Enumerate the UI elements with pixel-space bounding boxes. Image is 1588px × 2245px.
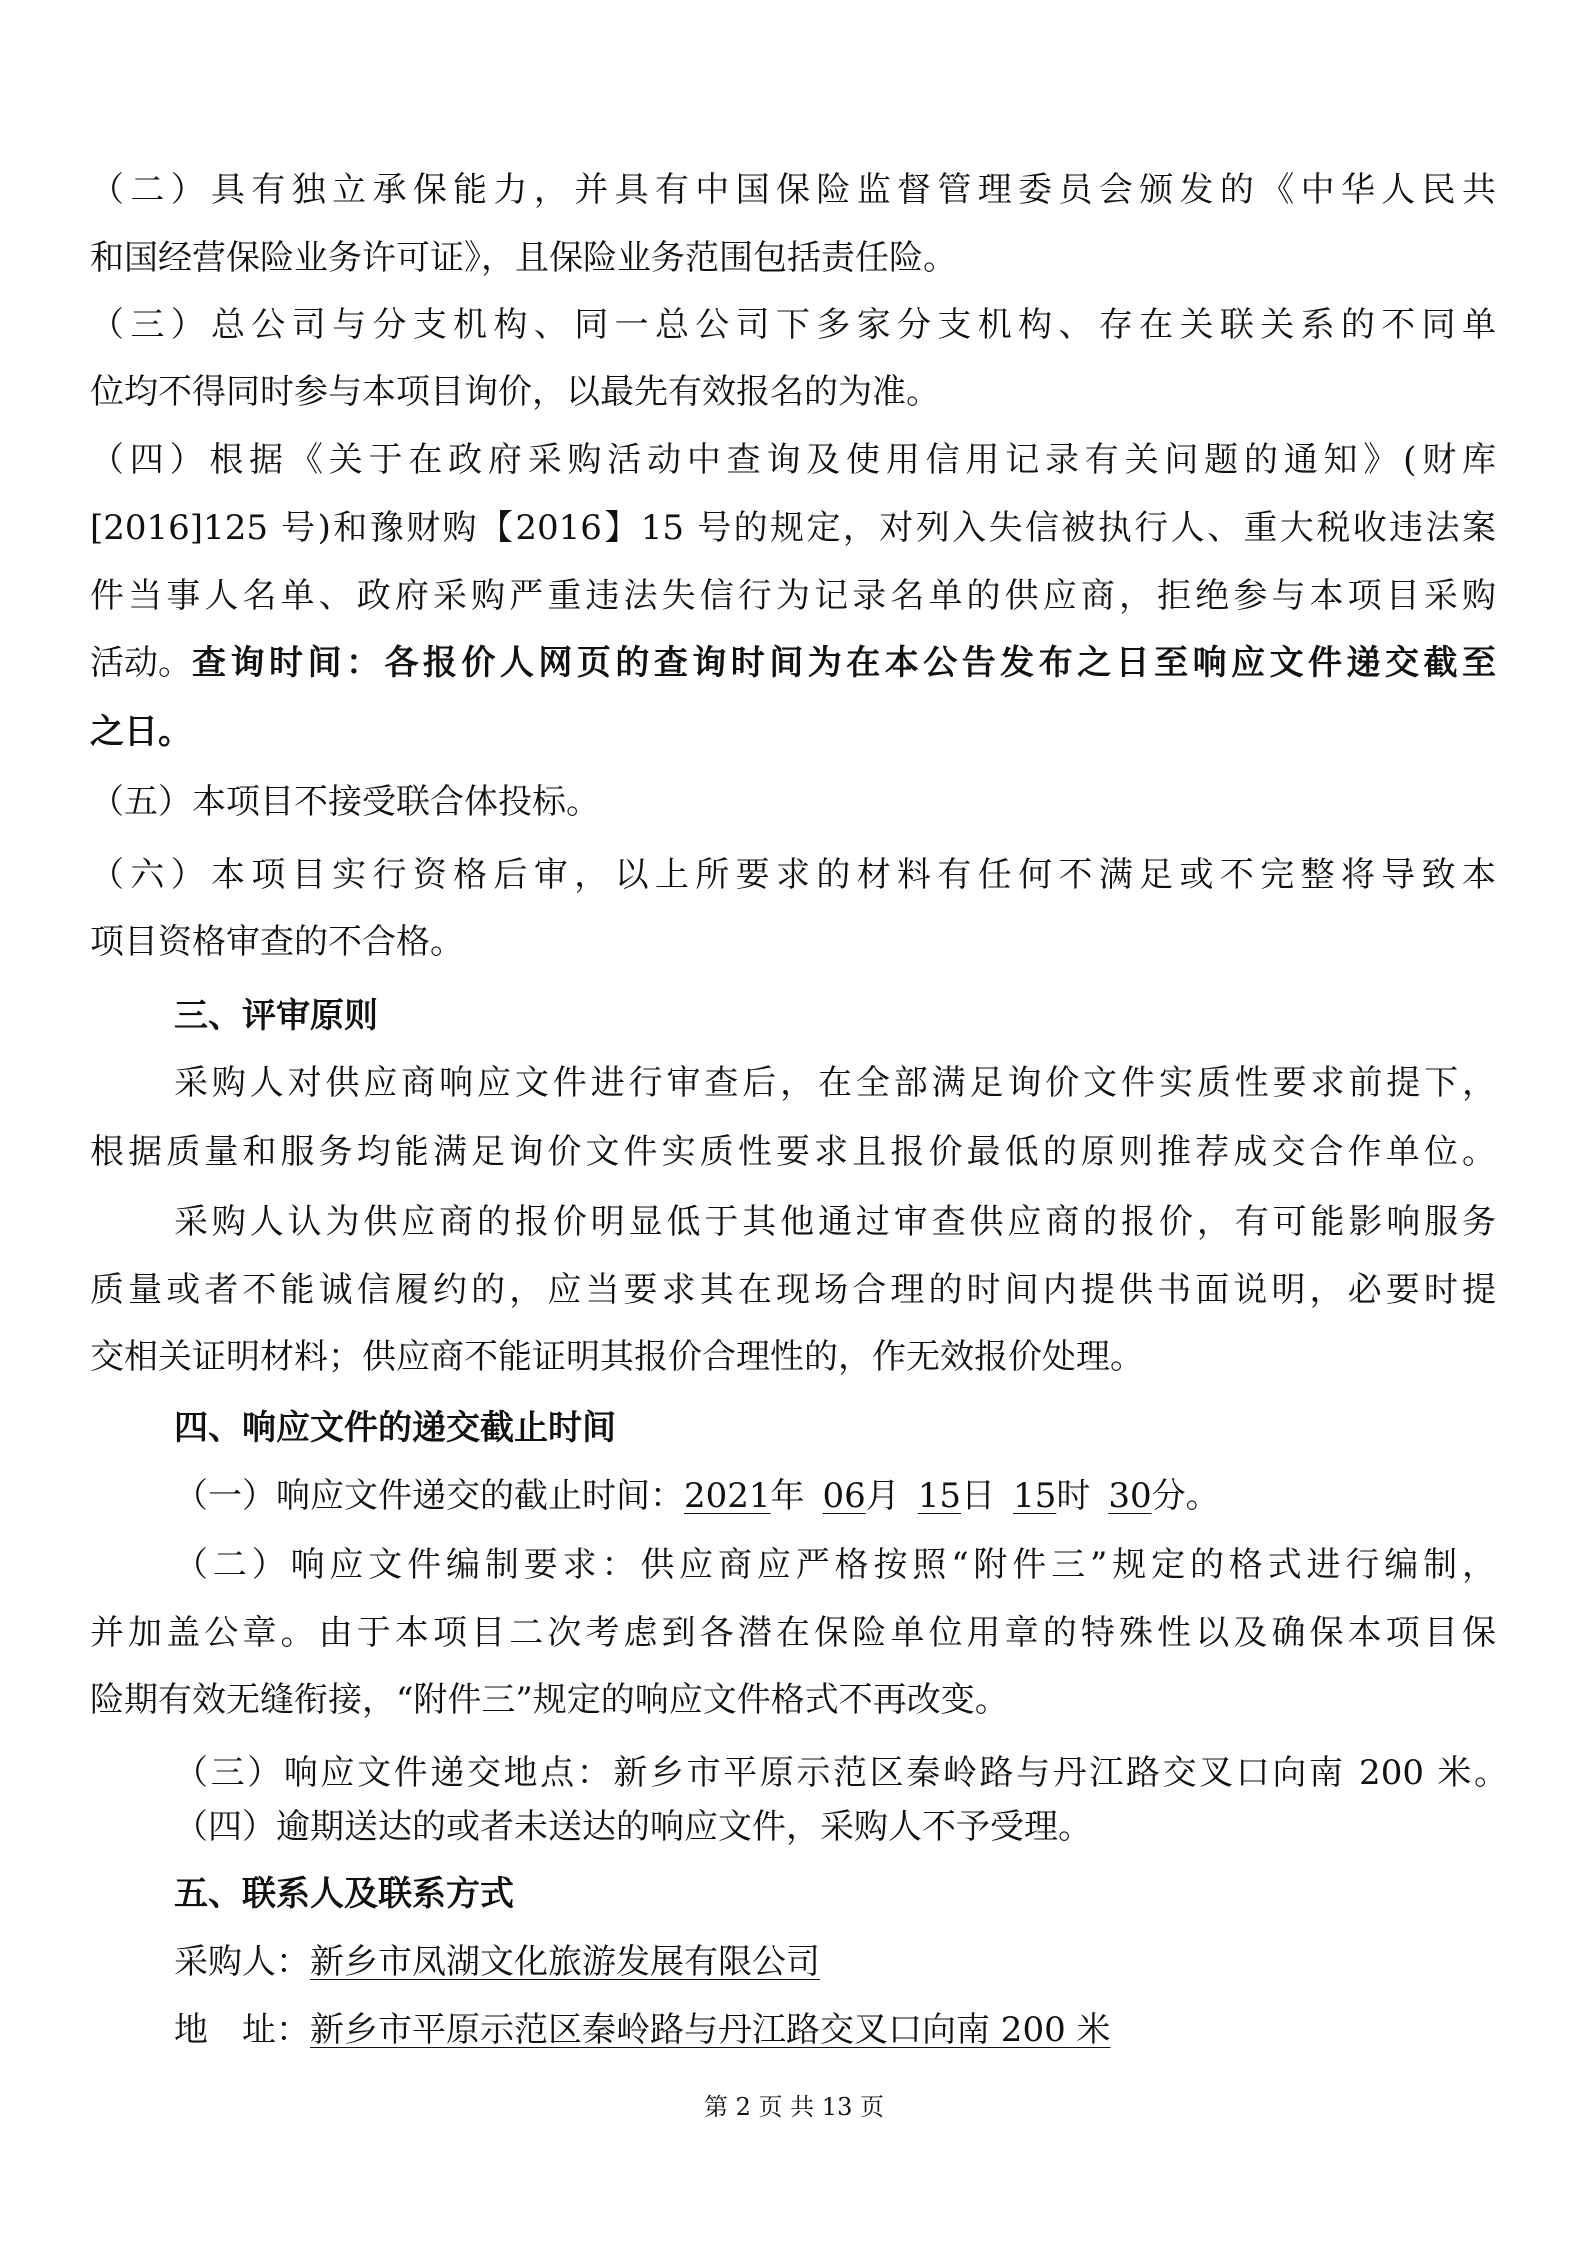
contact-buyer-value: 新乡市凤湖文化旅游发展有限公司	[310, 1942, 820, 1982]
qualification-4-line-1: （四）根据《关于在政府采购活动中查询及使用信用记录有关问题的通知》(财库	[90, 440, 1496, 480]
deadline-minute: 30	[1108, 1476, 1152, 1516]
deadline-hour-unit: 时	[1056, 1476, 1091, 1516]
deadline-month-unit: 月	[865, 1476, 900, 1516]
deadline-hour: 15	[1013, 1476, 1057, 1516]
qualification-4-line-4-plain: 活动。	[90, 643, 192, 683]
deadline-day-unit: 日	[961, 1476, 996, 1516]
deadline-item-2-line-2: 并加盖公章。由于本项目二次考虑到各潜在保险单位用章的特殊性以及确保本项目保	[90, 1613, 1496, 1653]
contact-heading: 五、联系人及联系方式	[174, 1874, 514, 1914]
query-time-emphasis: 查询时间：各报价人网页的查询时间为在本公告发布之日至响应文件递交截至	[192, 643, 1496, 683]
review-p2-line-3: 交相关证明材料；供应商不能证明其报价合理性的，作无效报价处理。	[90, 1337, 1144, 1377]
deadline-day: 15	[917, 1476, 962, 1516]
qualification-4-line-2: [2016]125 号)和豫财购【2016】15 号的规定，对列入失信被执行人、重大税收违法案	[90, 508, 1496, 548]
qualification-5-line-1: （五）本项目不接受联合体投标。	[90, 782, 600, 822]
qualification-4-line-3: 件当事人名单、政府采购严重违法失信行为记录名单的供应商，拒绝参与本项目采购	[90, 576, 1496, 616]
qualification-4-line-4	[90, 643, 1496, 683]
page-number-footer: 第 2 页 共 13 页	[704, 2093, 884, 2121]
qualification-2-line-2: 和国经营保险业务许可证》，且保险业务范围包括责任险。	[90, 238, 957, 278]
contact-buyer-label: 采购人：	[174, 1942, 310, 1982]
contact-buyer-row	[174, 1942, 820, 1982]
deadline-item-1-prefix: （一）响应文件递交的截止时间：	[174, 1476, 684, 1516]
deadline-minute-unit: 分。	[1151, 1476, 1220, 1516]
qualification-2-line-1: （二）具有独立承保能力，并具有中国保险监督管理委员会颁发的《中华人民共	[90, 170, 1496, 210]
deadline-item-3: （三）响应文件递交地点：新乡市平原示范区秦岭路与丹江路交叉口向南 200 米。	[174, 1753, 1508, 1793]
contact-address-label: 地 址：	[174, 2010, 310, 2050]
review-p2-line-2: 质量或者不能诚信履约的，应当要求其在现场合理的时间内提供书面说明，必要时提	[90, 1270, 1496, 1310]
review-p1-line-2: 根据质量和服务均能满足询价文件实质性要求且报价最低的原则推荐成交合作单位。	[90, 1132, 1496, 1172]
deadline-item-2-line-1: （二）响应文件编制要求：供应商应严格按照“附件三”规定的格式进行编制，	[174, 1545, 1496, 1585]
qualification-6-line-1: （六）本项目实行资格后审，以上所要求的材料有任何不满足或不完整将导致本	[90, 855, 1496, 895]
deadline-month: 06	[822, 1476, 866, 1516]
qualification-3-line-1: （三）总公司与分支机构、同一总公司下多家分支机构、存在关联关系的不同单	[90, 305, 1496, 345]
deadline-item-2-line-3: 险期有效无缝衔接，“附件三”规定的响应文件格式不再改变。	[90, 1680, 1009, 1720]
review-principles-heading: 三、评审原则	[174, 996, 378, 1036]
review-p2-line-1: 采购人认为供应商的报价明显低于其他通过审查供应商的报价，有可能影响服务	[174, 1202, 1496, 1242]
deadline-year: 2021	[684, 1476, 771, 1516]
review-p1-line-1: 采购人对供应商响应文件进行审查后，在全部满足询价文件实质性要求前提下，	[174, 1063, 1496, 1103]
contact-address-value: 新乡市平原示范区秦岭路与丹江路交叉口向南 200 米	[310, 2010, 1111, 2050]
contact-address-row	[174, 2010, 1111, 2050]
deadline-year-unit: 年	[770, 1476, 805, 1516]
qualification-4-line-5: 之日。	[90, 712, 192, 752]
qualification-3-line-2: 位均不得同时参与本项目询价，以最先有效报名的为准。	[90, 372, 940, 412]
deadline-heading: 四、响应文件的递交截止时间	[174, 1408, 616, 1448]
deadline-item-4: （四）逾期送达的或者未送达的响应文件，采购人不予受理。	[174, 1807, 1092, 1847]
qualification-6-line-2: 项目资格审查的不合格。	[90, 922, 464, 962]
deadline-item-1	[174, 1476, 1220, 1516]
